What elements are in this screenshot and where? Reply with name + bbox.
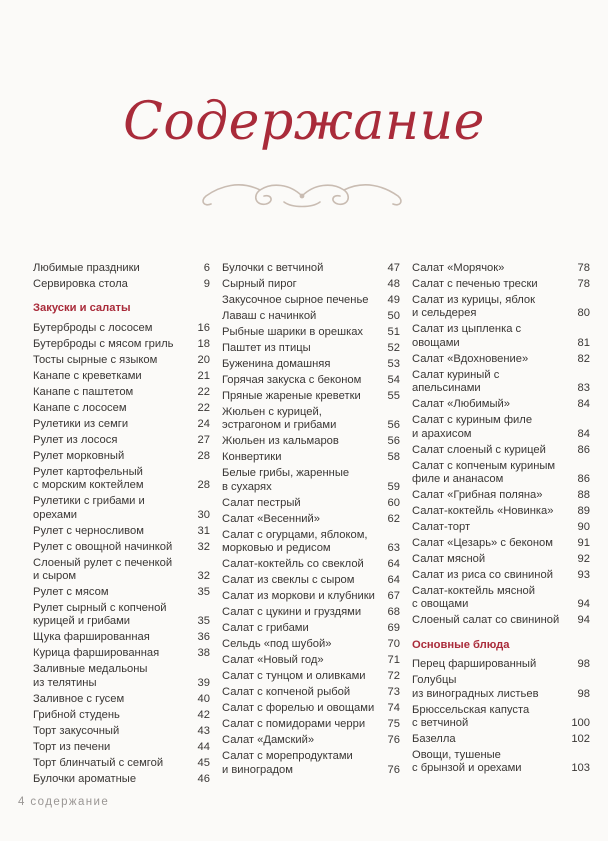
- toc-entry: [222, 558, 400, 571]
- toc-entry-title: Закусочное сырное печенье: [222, 294, 369, 306]
- toc-entry-page: 98: [577, 658, 590, 671]
- toc-entry: [33, 709, 210, 722]
- toc-entry: [33, 278, 210, 291]
- toc-entry-title: Торт из печени: [33, 740, 111, 753]
- toc-entry-page: 78: [577, 262, 590, 274]
- toc-entry: [33, 602, 210, 629]
- toc-entry-page: 94: [577, 614, 590, 627]
- toc-entry-title: Голубцы из виноградных листьев: [412, 674, 539, 700]
- toc-entry-title: Салат с печенью трески: [412, 278, 538, 290]
- toc-entry: [412, 323, 590, 350]
- toc-entry: [412, 569, 590, 582]
- toc-entry-page: 45: [197, 756, 210, 769]
- toc-entry-title: Паштет из птицы: [222, 342, 311, 354]
- toc-entry-page: 76: [387, 763, 400, 776]
- toc-entry: [222, 342, 400, 355]
- toc-entry-title: Салат с куриным филе и арахисом: [412, 414, 533, 440]
- toc-entry: [222, 374, 400, 387]
- toc-entry: [412, 537, 590, 550]
- toc-entry: [412, 749, 590, 776]
- toc-entry-title: Овощи, тушеные с брынзой и орехами: [412, 749, 522, 775]
- toc-entry: [222, 670, 400, 683]
- toc-entry-page: 36: [197, 631, 210, 644]
- toc-entry-page: 86: [577, 473, 590, 486]
- toc-entry: [412, 674, 590, 701]
- toc-entry-page: 35: [197, 615, 210, 628]
- toc-entry: [33, 338, 210, 351]
- toc-entry: [412, 444, 590, 457]
- toc-entry-page: 52: [387, 342, 400, 354]
- toc-entry-title: Пряные жареные креветки: [222, 390, 361, 402]
- toc-entry: [33, 466, 210, 493]
- toc-entry-title: Бутерброды с мясом гриль: [33, 337, 174, 350]
- toc-entry-page: 70: [387, 638, 400, 651]
- toc-entry: [33, 450, 210, 463]
- toc-entry-title: Лаваш с начинкой: [222, 310, 317, 322]
- toc-entry-title: Заливные медальоны из телятины: [33, 663, 148, 689]
- toc-entry-title: Салат с копченой рыбой: [222, 686, 351, 699]
- section-heading: Закуски и салаты: [33, 302, 131, 315]
- toc-entry-title: Торт закусочный: [33, 724, 120, 737]
- toc-entry-title: Салат «Вдохновение»: [412, 352, 529, 365]
- toc-entry-title: Булочки ароматные: [33, 772, 137, 785]
- toc-entry-title: Рулетики с грибами и орехами: [33, 495, 145, 521]
- toc-entry: [33, 370, 210, 383]
- toc-entry: [222, 278, 400, 291]
- toc-entry-page: 58: [387, 451, 400, 464]
- toc-entry: [33, 525, 210, 538]
- toc-entry-page: 56: [387, 435, 400, 448]
- toc-entry-title: Салат с огурцами, яблоком, морковью и редисом: [222, 528, 368, 555]
- toc-entry: [222, 310, 400, 323]
- toc-entry: [222, 590, 400, 603]
- toc-entry-page: 64: [387, 574, 400, 587]
- toc-entry-title: Салат слоеный с курицей: [412, 443, 546, 456]
- section-heading: Основные блюда: [412, 638, 510, 651]
- toc-entry-page: 100: [571, 717, 590, 730]
- toc-entry-page: 102: [571, 733, 590, 746]
- toc-entry-title: Щука фаршированная: [33, 631, 150, 644]
- toc-entry-page: 86: [577, 443, 590, 456]
- toc-entry-title: Салат с тунцом и оливками: [222, 670, 366, 683]
- toc-entry-page: 9: [203, 278, 210, 290]
- toc-entry-page: 32: [197, 540, 210, 553]
- toc-entry: [222, 326, 400, 339]
- toc-entry-title: Салат с помидорами черри: [222, 718, 366, 731]
- toc-entry: [412, 262, 590, 275]
- toc-entry-title: Рулетики из семги: [33, 417, 129, 430]
- toc-entry: [412, 278, 590, 291]
- toc-entry-title: Горячая закуска с беконом: [222, 374, 362, 386]
- toc-entry: [412, 460, 590, 487]
- toc-entry-page: 48: [387, 278, 400, 290]
- toc-entry-title: Салат пестрый: [222, 496, 301, 509]
- toc-entry-page: 71: [387, 654, 400, 667]
- toc-entry-title: Брюссельская капуста с ветчиной: [412, 703, 530, 730]
- toc-entry-page: 91: [577, 537, 590, 550]
- toc-entry: [412, 353, 590, 366]
- toc-entry: [33, 647, 210, 660]
- toc-entry-page: 30: [197, 508, 210, 521]
- toc-entry-page: 64: [387, 558, 400, 571]
- toc-entry-title: Бутерброды с лососем: [33, 321, 153, 334]
- toc-entry: [222, 734, 400, 747]
- toc-entry-title: Перец фаршированный: [412, 658, 537, 671]
- toc-entry-page: 44: [197, 740, 210, 753]
- toc-entry-title: Салат «Любимый»: [412, 398, 510, 411]
- toc-entry-title: Салат с грибами: [222, 622, 309, 635]
- toc-entry-title: Рулет с овощной начинкой: [33, 540, 173, 553]
- toc-entry: [222, 262, 400, 275]
- toc-entry-page: 69: [387, 622, 400, 635]
- toc-entry-page: 81: [577, 336, 590, 349]
- toc-entry-page: 60: [387, 496, 400, 509]
- toc-entry-page: 67: [387, 590, 400, 603]
- toc-entry: [33, 418, 210, 431]
- toc-entry-page: 72: [387, 670, 400, 683]
- toc-entry-page: 32: [197, 570, 210, 583]
- toc-entry: [412, 733, 590, 746]
- toc-entry: [222, 497, 400, 510]
- toc-entry-page: 28: [197, 449, 210, 462]
- toc-entry: [412, 505, 590, 518]
- toc-entry-title: Салат «Весенний»: [222, 512, 320, 525]
- toc-entry: [222, 294, 400, 307]
- toc-entry-title: Канапе с лососем: [33, 401, 127, 414]
- toc-entry-page: 53: [387, 358, 400, 370]
- toc-entry: [33, 631, 210, 644]
- toc-entry: [222, 654, 400, 667]
- toc-entry-title: Салат из риса со свининой: [412, 569, 553, 582]
- toc-entry: [222, 606, 400, 619]
- toc-entry: [33, 725, 210, 738]
- toc-entry-title: Салат-торт: [412, 521, 471, 534]
- toc-entry: [33, 354, 210, 367]
- toc-entry-page: 42: [197, 708, 210, 721]
- toc-entry-page: 78: [577, 278, 590, 290]
- toc-entry: [222, 390, 400, 403]
- page-footer: 4 содержание: [18, 796, 110, 808]
- toc-entry-page: 50: [387, 310, 400, 322]
- toc-entry-title: Слоеный рулет с печенкой и сыром: [33, 556, 173, 583]
- toc-entry-title: Сырный пирог: [222, 278, 297, 290]
- toc-entry-title: Рулет сырный с копченой курицей и грибами: [33, 602, 167, 628]
- toc-entry-page: 63: [387, 542, 400, 555]
- toc-entry: [222, 622, 400, 635]
- toc-entry-title: Салат-коктейль мясной с овощами: [412, 585, 535, 611]
- toc-entry-title: Грибной студень: [33, 708, 120, 721]
- toc-entry-title: Курица фаршированная: [33, 647, 160, 660]
- toc-entry-title: Салат куриный с апельсинами: [412, 368, 500, 395]
- toc-entry-title: Базелла: [412, 733, 456, 746]
- toc-entry: [412, 704, 590, 731]
- toc-entry: [412, 294, 590, 321]
- toc-column-3: [412, 262, 590, 778]
- toc-entry-page: 56: [387, 419, 400, 432]
- toc-entry: [33, 663, 210, 690]
- toc-entry: [222, 686, 400, 699]
- toc-entry-title: Сервировка стола: [33, 278, 128, 290]
- toc-entry: [222, 638, 400, 651]
- toc-entry-page: 27: [197, 433, 210, 446]
- toc-entry: [33, 557, 210, 584]
- toc-entry-page: 38: [197, 647, 210, 660]
- toc-entry-title: Рулет из лосося: [33, 433, 118, 446]
- toc-entry-page: 46: [197, 772, 210, 785]
- toc-entry: [412, 414, 590, 441]
- toc-entry-page: 83: [577, 382, 590, 395]
- toc-entry-page: 84: [577, 427, 590, 440]
- toc-entry-title: Салат-коктейль со свеклой: [222, 558, 364, 571]
- toc-entry: [33, 322, 210, 335]
- toc-entry-page: 43: [197, 724, 210, 737]
- toc-entry: [33, 402, 210, 415]
- toc-entry-title: Салат «Дамский»: [222, 734, 315, 747]
- toc-entry-page: 6: [203, 262, 210, 274]
- toc-entry-title: Рулет с мясом: [33, 586, 109, 599]
- toc-entry: [33, 386, 210, 399]
- toc-entry-page: 82: [577, 352, 590, 365]
- toc-entry-page: 16: [197, 321, 210, 334]
- toc-entry-title: Рыбные шарики в орешках: [222, 326, 364, 338]
- toc-entry-page: 103: [571, 762, 590, 775]
- toc-entry-page: 40: [197, 692, 210, 705]
- toc-entry-title: Канапе с паштетом: [33, 385, 134, 398]
- toc-entry-page: 55: [387, 390, 400, 402]
- toc-entry: [222, 718, 400, 731]
- toc-entry-page: 51: [387, 326, 400, 338]
- toc-entry: [412, 658, 590, 671]
- toc-entry-page: 80: [577, 307, 590, 320]
- toc-entry-title: Буженина домашняя: [222, 358, 331, 370]
- toc-entry-page: 49: [387, 294, 400, 306]
- toc-entry: [33, 434, 210, 447]
- toc-entry: [412, 585, 590, 612]
- toc-entry-page: 98: [577, 687, 590, 700]
- toc-column-1: [33, 262, 210, 789]
- toc-entry: [33, 495, 210, 522]
- toc-entry: [33, 693, 210, 706]
- toc-entry-title: Рулет с черносливом: [33, 524, 144, 537]
- toc-entry-page: 84: [577, 398, 590, 411]
- toc-entry: [222, 358, 400, 371]
- toc-entry-title: Слоеный салат со свининой: [412, 614, 560, 627]
- toc-entry: [222, 702, 400, 715]
- toc-entry-title: Салат из курицы, яблок и сельдерея: [412, 294, 536, 320]
- toc-entry-page: 20: [197, 353, 210, 366]
- toc-entry-title: Салат с морепродуктами и виноградом: [222, 750, 353, 776]
- toc-entry-title: Торт блинчатый с семгой: [33, 756, 164, 769]
- toc-entry-title: Салат из цыпленка с овощами: [412, 323, 522, 349]
- toc-entry-title: Салат мясной: [412, 553, 486, 566]
- toc-entry: [222, 750, 400, 777]
- toc-entry-page: 90: [577, 521, 590, 534]
- toc-entry-page: 68: [387, 606, 400, 619]
- toc-entry-title: Салат «Морячок»: [412, 262, 505, 274]
- toc-entry-title: Салат с форелью и овощами: [222, 702, 375, 715]
- toc-entry-title: Жюльен с курицей, эстрагоном и грибами: [222, 406, 337, 432]
- toc-entry-title: Салат с цукини и груздями: [222, 606, 362, 619]
- toc-entry: [222, 467, 400, 494]
- toc-entry-page: 89: [577, 505, 590, 518]
- toc-entry: [33, 262, 210, 275]
- toc-entry-page: 21: [197, 369, 210, 382]
- toc-entry-page: 28: [197, 479, 210, 492]
- toc-entry-title: Конвертики: [222, 451, 282, 464]
- toc-entry-page: 47: [387, 262, 400, 274]
- toc-entry-title: Салат «Грибная поляна»: [412, 489, 543, 502]
- toc-entry-page: 59: [387, 480, 400, 493]
- toc-entry-title: Салат «Цезарь» с беконом: [412, 537, 553, 550]
- toc-entry-title: Сельдь «под шубой»: [222, 638, 332, 651]
- toc-entry-title: Салат из моркови и клубники: [222, 590, 375, 603]
- toc-entry-title: Заливное с гусем: [33, 692, 125, 705]
- toc-entry-page: 76: [387, 734, 400, 747]
- toc-entry: [412, 398, 590, 411]
- toc-entry-page: 94: [577, 598, 590, 611]
- toc-entry-page: 62: [387, 512, 400, 525]
- toc-entry: [33, 541, 210, 554]
- toc-entry-page: 75: [387, 718, 400, 731]
- toc-entry-title: Булочки с ветчиной: [222, 262, 324, 274]
- toc-entry: [222, 451, 400, 464]
- toc-entry: [33, 741, 210, 754]
- ornament-divider: [194, 176, 410, 216]
- toc-entry-page: 88: [577, 489, 590, 502]
- toc-entry: [222, 574, 400, 587]
- toc-entry: [222, 513, 400, 526]
- toc-entry-title: Салат с копченым куриным филе и ананасом: [412, 459, 556, 486]
- toc-entry-page: 18: [197, 337, 210, 350]
- toc-entry-title: Жюльен из кальмаров: [222, 435, 339, 448]
- toc-entry: [412, 521, 590, 534]
- toc-entry-title: Рулет морковный: [33, 449, 125, 462]
- toc-entry: [33, 773, 210, 786]
- toc-column-2: [222, 262, 400, 780]
- toc-entry: [222, 435, 400, 448]
- toc-entry-page: 31: [197, 524, 210, 537]
- toc-entry-title: Любимые праздники: [33, 262, 140, 274]
- toc-entry-title: Канапе с креветками: [33, 369, 142, 382]
- toc-entry-title: Салат-коктейль «Новинка»: [412, 505, 554, 518]
- toc-entry: [33, 757, 210, 770]
- page-title: Содержание: [123, 92, 485, 152]
- toc-entry-page: 22: [197, 401, 210, 414]
- toc-entry-page: 22: [197, 385, 210, 398]
- toc-entry-title: Рулет картофельный с морским коктейлем: [33, 465, 144, 492]
- toc-entry-title: Салат «Новый год»: [222, 654, 324, 667]
- toc-entry-page: 54: [387, 374, 400, 386]
- toc-entry-page: 39: [197, 676, 210, 689]
- toc-entry-page: 92: [577, 553, 590, 566]
- toc-entry: [412, 553, 590, 566]
- toc-entry-title: Салат из свеклы с сыром: [222, 574, 355, 587]
- toc-entry: [222, 529, 400, 556]
- toc-entry: [412, 614, 590, 627]
- toc-entry-title: Белые грибы, жаренные в сухарях: [222, 467, 350, 493]
- toc-entry-title: Тосты сырные с языком: [33, 353, 158, 366]
- toc-entry-page: 93: [577, 569, 590, 582]
- toc-entry: [222, 406, 400, 433]
- toc-entry-page: 24: [197, 417, 210, 430]
- toc-entry-page: 74: [387, 702, 400, 715]
- toc-entry: [412, 489, 590, 502]
- toc-entry-page: 73: [387, 686, 400, 699]
- toc-entry: [412, 369, 590, 396]
- toc-entry: [33, 586, 210, 599]
- toc-entry-page: 35: [197, 586, 210, 599]
